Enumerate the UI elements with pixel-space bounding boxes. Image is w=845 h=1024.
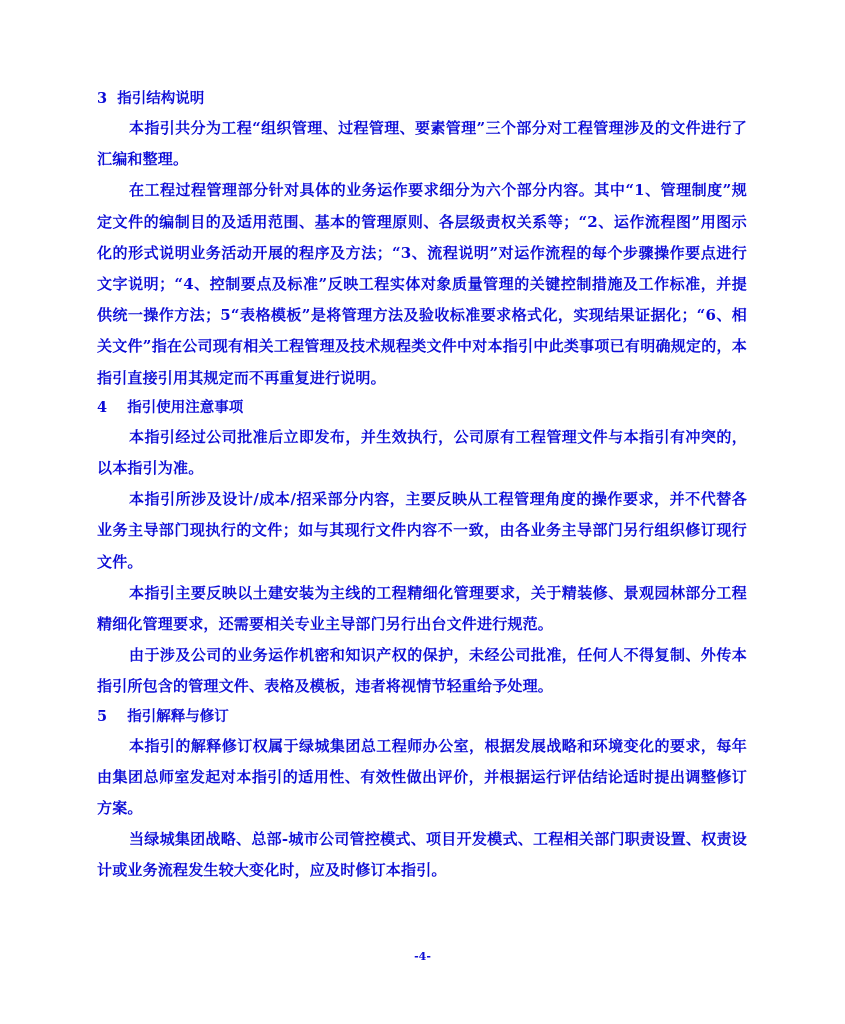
section-3-paragraph-2: 在工程过程管理部分针对具体的业务运作要求细分为六个部分内容。其中“1、管理制度”规定文件的编制目的及适用范围、基本的管理原则、各层级责权关系等；“2、运作流程图”用图示化的形式说明业务活动开展的程序及方法；“3、流程说明”对运作流程的每个步骤操作要点进行文字说明；“4、控制要点及标准”反映工程实体对象质量管理的关键控制措施及工作标准，并提供统一操作方法；5“表格模板”是将管理方法及验收标准要求格式化，实现结果证据化；“6、相关文件”指在公司现有相关工程管理及技术规程类文件中对本指引中此类事项已有明确规定的，本指引直接引用其规定而不再重复进行说明。 [97, 181, 747, 387]
section-4-number: 4 [97, 398, 108, 416]
section-5-number: 5 [97, 707, 108, 725]
section-4-paragraph-3: 本指引主要反映以土建安装为主线的工程精细化管理要求，关于精装修、景观园林部分工程精细化管理要求，还需要相关专业主导部门另行出台文件进行规范。 [97, 583, 747, 634]
section-5-heading [97, 704, 747, 730]
section-4-paragraph-4: 由于涉及公司的业务运作机密和知识产权的保护，未经公司批准，任何人不得复制、外传本指引所包含的管理文件、表格及模板，违者将视情节轻重给予处理。 [97, 646, 747, 696]
section-5-paragraph-2: 当绿城集团战略、总部-城市公司管控模式、项目开发模式、工程相关部门职责设置、权责设计或业务流程发生较大变化时，应及时修订本指引。 [97, 830, 747, 880]
document-page [97, 86, 747, 887]
section-4-heading [97, 395, 747, 421]
section-4-title: 指引使用注意事项 [127, 398, 244, 416]
section-3-heading [97, 86, 747, 112]
section-3-number: 3 [97, 90, 108, 107]
section-4-paragraph-2: 本指引所涉及设计/成本/招采部分内容，主要反映从工程管理角度的操作要求，并不代替各业务主导部门现执行的文件；如与其现行文件内容不一致，由各业务主导部门另行组织修订现行文件。 [97, 490, 747, 571]
page-number: -4- [414, 950, 431, 963]
section-5-title: 指引解释与修订 [127, 707, 229, 725]
section-3-title: 指引结构说明 [117, 90, 205, 107]
section-5-paragraph-1: 本指引的解释修订权属于绿城集团总工程师办公室，根据发展战略和环境变化的要求，每年由集团总师室发起对本指引的适用性、有效性做出评价，并根据运行评估结论适时提出调整修订方案。 [97, 736, 747, 818]
section-4-paragraph-1: 本指引经过公司批准后立即发布，并生效执行，公司原有工程管理文件与本指引有冲突的，以本指引为准。 [97, 427, 747, 478]
section-3-paragraph-1: 本指引共分为工程“组织管理、过程管理、要素管理”三个部分对工程管理涉及的文件进行了汇编和整理。 [97, 119, 747, 169]
